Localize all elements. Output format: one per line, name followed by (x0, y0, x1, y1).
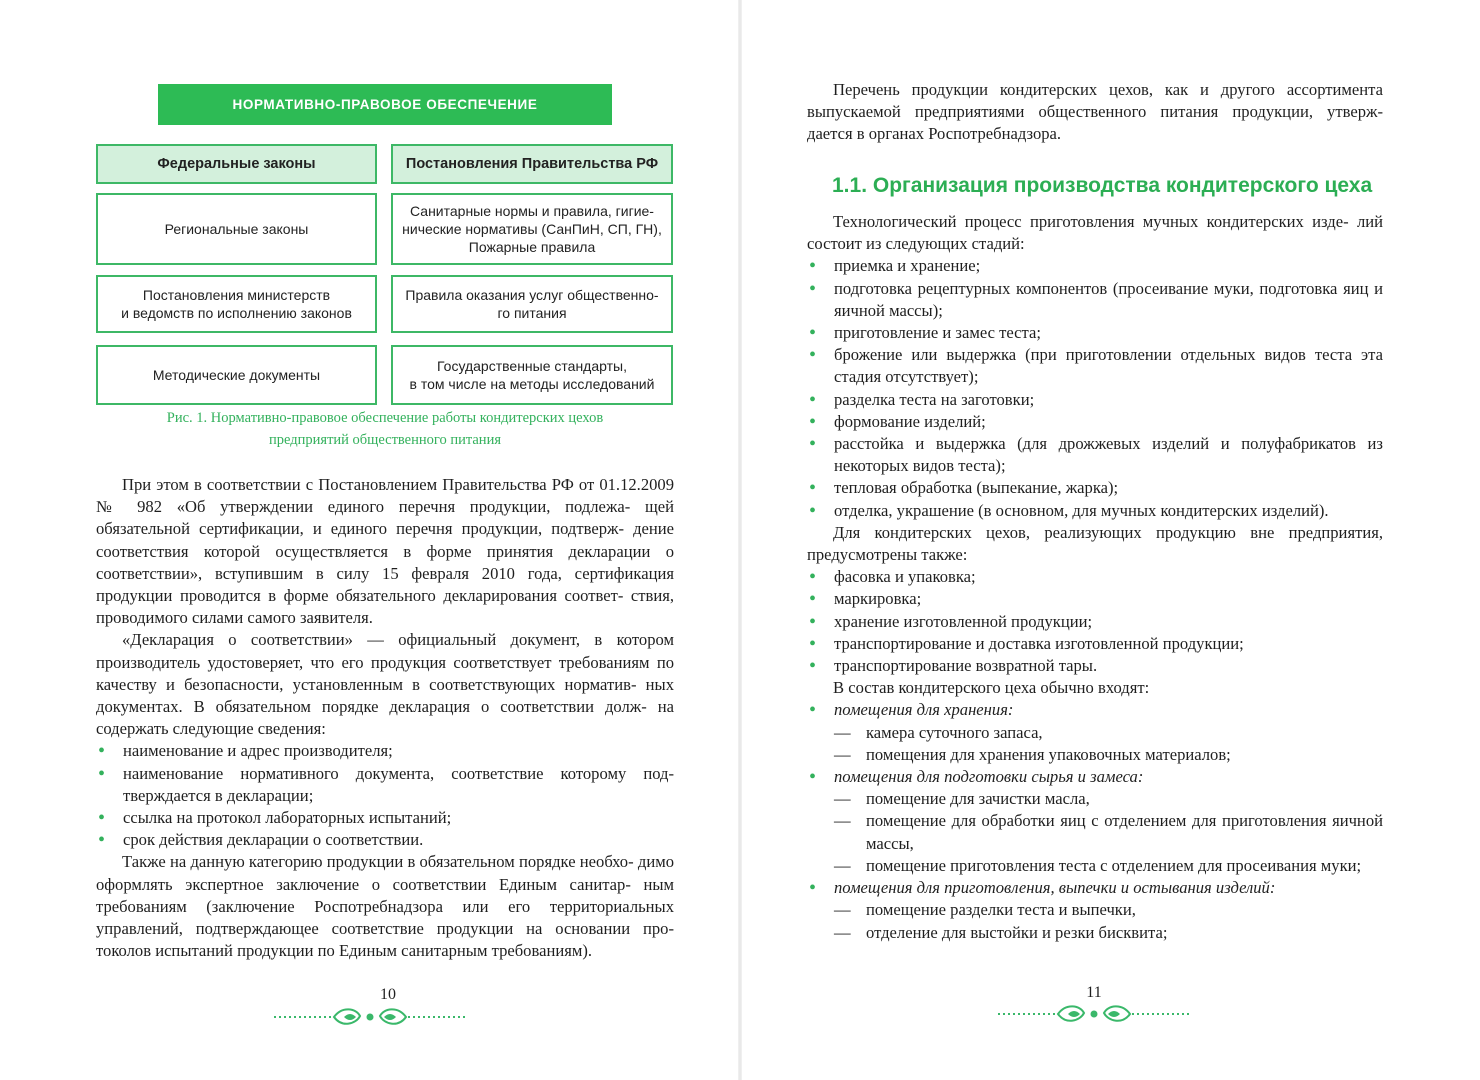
list-item: • расстойка и выдержка (для дрожжевых изделий и полуфабрикатов из некоторых видов теста); (807, 433, 1383, 477)
list-item: • разделка теста на заготовки; (807, 389, 1383, 411)
paragraph-intro: Перечень продукции кондитерских цехов, как и другого ассортимента выпускаемой предприятиями общественного питания продукции, утверж- дается в органах Роспотребнадзора. (807, 80, 1383, 144)
list-item: — камера суточного запаса, (807, 722, 1383, 744)
figure-caption (100, 407, 670, 451)
list-item: • транспортирование и доставка изготовленной продукции; (807, 633, 1383, 655)
list-item: • приемка и хранение; (807, 255, 1383, 277)
paragraph-expert-opinion: Также на данную категорию продукции в обязательном порядке необхо- димо оформлять экспертное заключение о соответствии Единым санитар- ным требованиям (заключение Роспотребнадзора или его территориальных управлений, подтверждающее соответствие продукции на основании про- токолов испытаний продукции по Единым санитарным требованиям). (96, 852, 674, 961)
composition-list (807, 877, 1383, 899)
box-text-line: Государственные стандарты, (437, 358, 627, 374)
list-item: — помещение для зачистки масла, (807, 788, 1383, 810)
box-text-line: Пожарные правила (468, 239, 596, 255)
box-text: Методические документы (152, 367, 321, 383)
page-number: 10 (380, 986, 396, 1003)
list-item: • наименование нормативного документа, соответствие которому под- тверждается в декларации; (96, 763, 674, 807)
box-text-line: го питания (497, 305, 567, 321)
baking-rooms-list (807, 899, 1383, 943)
footer-ornament-icon (270, 1004, 470, 1030)
storage-rooms-list (807, 722, 1383, 766)
stages-list (807, 255, 1383, 521)
list-item: • приготовление и замес теста; (807, 322, 1383, 344)
list-item: • тепловая обработка (выпекание, жарка); (807, 477, 1383, 499)
paragraph-certification: При этом в соответствии с Постановлением Правительства РФ от 01.12.2009 № 982 «Об утверждении единого перечня продукции, подлежа- щей обязательной сертификации, и единого перечня продукции, подтверж- дение соответствия которой осуществляется в форме принятия декларации о соответствии», вступившим в силу 15 февраля 2010 года, сертификация продукции проводится в форме обязательного декларирования соответ- ствия, проводимого силами самого заявителя. (96, 475, 675, 628)
right-body-text (807, 211, 1383, 944)
list-item: • отделка, украшение (в основном, для мучных кондитерских изделий). (807, 500, 1383, 522)
page-number: 11 (1086, 984, 1102, 1001)
list-item: • помещения для подготовки сырья и замеса: (807, 766, 1383, 788)
box-ministry-resolutions (96, 275, 377, 333)
list-item: • брожение или выдержка (при приготовлении отдельных видов теста эта стадия отсутствует); (807, 344, 1383, 388)
box-text-line: Правила оказания услуг общественно- (405, 287, 659, 303)
list-item: • транспортирование возвратной тары. (807, 655, 1383, 677)
list-item: • подготовка рецептурных компонентов (просеивание муки, подготовка яиц и яичной массы); (807, 278, 1383, 322)
box-text-line: в том числе на методы исследований (409, 376, 655, 392)
list-item: — отделение для выстойки и резки бисквита; (807, 922, 1383, 944)
caption-line: Рис. 1. Нормативно-правовое обеспечение работы кондитерских цехов (166, 410, 604, 426)
section-heading: 1.1. Организация производства кондитерского цеха (832, 174, 1373, 197)
footer-ornament-icon (992, 1000, 1196, 1028)
left-body-text (96, 474, 674, 962)
box-text: Постановления Правительства РФ (405, 156, 659, 172)
list-item: • помещения для хранения: (807, 699, 1383, 721)
list-item: — помещение разделки теста и выпечки, (807, 899, 1383, 921)
box-methodical-docs (96, 345, 377, 405)
paragraph-outside-intro: Для кондитерских цехов, реализующих продукцию вне предприятия, предусмотрены также: (807, 522, 1383, 565)
list-item: • наименование и адрес производителя; (96, 740, 674, 762)
list-item: — помещения для хранения упаковочных материалов; (807, 744, 1383, 766)
list-item: — помещение для обработки яиц с отделением для приготовления яичной массы, (807, 810, 1383, 854)
paragraph-declaration: «Декларация о соответствии» — официальный документ, в котором производитель удостоверяет, что его продукция соответствует требованиям по качеству и безопасности, установленным в соответствующих норматив- ных документах. В обязательном порядке декларация о соответствии долж- на содержать следующие сведения: (96, 630, 674, 739)
box-text-line: нические нормативы (СанПиН, СП, ГН), (402, 221, 662, 237)
paragraph-process-intro: Технологический процесс приготовления мучных кондитерских изде- лий состоит из следующих стадий: (807, 212, 1383, 254)
list-item: • маркировка; (807, 588, 1383, 610)
list-item: • хранение изготовленной продукции; (807, 611, 1383, 633)
box-regional-laws (96, 193, 377, 265)
box-text-line: Постановления министерств (142, 287, 331, 303)
composition-list (807, 699, 1383, 721)
box-text: Региональные законы (164, 221, 309, 237)
list-item: • ссылка на протокол лабораторных испытаний; (96, 807, 674, 829)
box-government-resolutions (391, 144, 673, 184)
box-federal-laws (96, 144, 377, 184)
list-item: — помещение приготовления теста с отделением для просеивания муки; (807, 855, 1383, 877)
composition-list (807, 766, 1383, 788)
list-item: • формование изделий; (807, 411, 1383, 433)
right-intro (807, 79, 1383, 146)
list-item: • помещения для приготовления, выпечки и остывания изделий: (807, 877, 1383, 899)
diagram-header: НОРМАТИВНО-ПРАВОВОЕ ОБЕСПЕЧЕНИЕ (158, 84, 612, 125)
outside-items-list (807, 566, 1383, 677)
list-item: • срок действия декларации о соответствии. (96, 829, 674, 851)
caption-line: предприятий общественного питания (269, 432, 501, 448)
list-item: • фасовка и упаковка; (807, 566, 1383, 588)
declaration-items-list (96, 740, 674, 851)
paragraph-composition-intro: В состав кондитерского цеха обычно входят: (833, 678, 1150, 698)
box-text: Федеральные законы (157, 156, 316, 172)
box-catering-rules (391, 275, 673, 333)
box-state-standards (391, 345, 673, 405)
box-sanitary-norms (391, 193, 673, 265)
box-text-line: Санитарные нормы и правила, гигие- (410, 203, 654, 219)
box-text-line: и ведомств по исполнению законов (121, 305, 352, 321)
preparation-rooms-list (807, 788, 1383, 877)
